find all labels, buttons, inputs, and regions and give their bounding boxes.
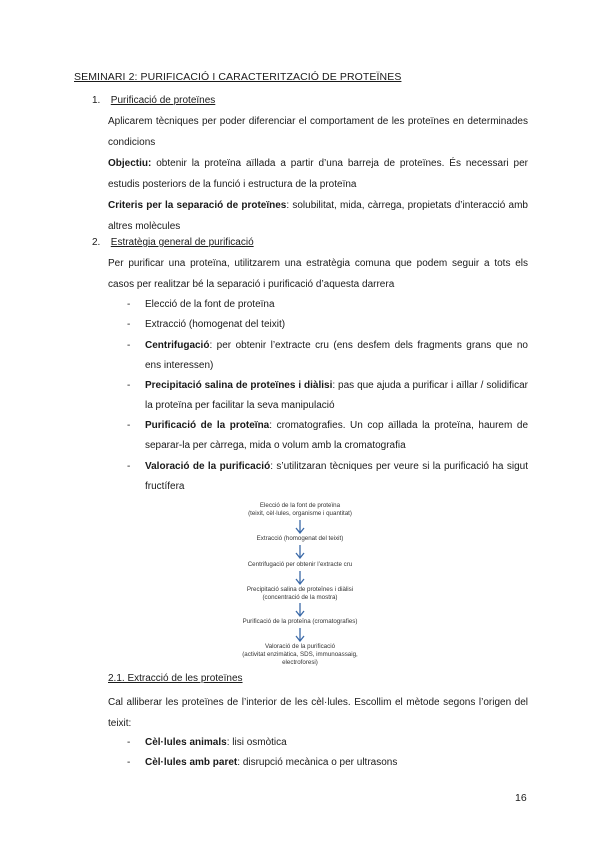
bullet-dash: - (127, 461, 131, 472)
flow-step-text: Elecció de la font de proteïna (259, 502, 341, 509)
bullet-dash: - (127, 299, 131, 310)
bullet-dash: - (127, 420, 131, 431)
section-1-intro: Aplicarem tècniques per poder diferenciar el comportament de les proteïnes en determinades condicions (108, 116, 528, 148)
flow-step-text: Centrifugació per obtenir l’extracte cru (247, 561, 353, 568)
subsection-2-1-heading: 2.1. Extracció de les proteïnes (108, 673, 243, 684)
bullet-dash: - (127, 737, 131, 748)
flow-step (230, 535, 370, 543)
section-1-label: Purificació de proteïnes (110, 95, 216, 106)
bullet-text: : per obtenir l’extracte cru (ens desfem dels fragments grans que no ens interessen) (145, 340, 528, 371)
bullet-bold: Centrifugació (145, 340, 210, 351)
subsection-2-1-intro: Cal alliberar les proteïnes de l’interior de les cèl·lules. Escollim el mètode segons l’origen del teixit: (108, 697, 528, 729)
flow-step (230, 586, 370, 602)
bullet-text: : s’utilitzaran tècniques per veure si la purificació ha sigut fructífera (145, 461, 528, 492)
objectiu-text: obtenir la proteïna aïllada a partir d’una barreja de proteïnes. És necessari per estudis posteriors de la funció i estructura de la proteïna (108, 158, 528, 190)
arrow-down-icon (294, 545, 306, 559)
section-1-objectiu (108, 153, 528, 195)
bullet-text: : lisi osmòtica (226, 737, 287, 748)
bullet-text: : disrupció mecànica o per ultrasons (237, 757, 398, 768)
arrow-down-icon (294, 603, 306, 617)
bullet-text: : cromatografies. Un cop aïllada la proteïna, haurem de separar-la per càrrega, mida o volum amb la cromatografia (145, 420, 529, 451)
flow-step-subtext: (activitat enzimàtica, SDS, immunoassaig, electroforesi) (242, 651, 358, 666)
section-2-heading (92, 237, 254, 248)
section-2-intro: Per purificar una proteïna, utilitzarem una estratègia comuna que podem seguir a tots els casos per realitzar bé la separació i purificació d’aquesta darrera (108, 258, 528, 290)
purification-flow-diagram (230, 502, 370, 666)
bullet-bold: Purificació de la proteïna (145, 420, 270, 431)
section-2-label: Estratègia general de purificació (110, 237, 254, 248)
section-1-criteris (108, 195, 528, 237)
bullet-dash: - (127, 340, 131, 351)
bullet-bold: Valoració de la purificació (145, 461, 271, 472)
flow-step-text: Precipitació salina de proteïnes i diàlisi (246, 586, 354, 593)
arrow-down-icon (294, 628, 306, 642)
criteris-label: Criteris per la separació de proteïnes (108, 200, 287, 211)
flow-step (230, 643, 370, 667)
bullet-text: Elecció de la font de proteïna (145, 299, 275, 310)
flow-step-text: Extracció (homogenat del teixit) (256, 535, 344, 542)
section-1-number: 1. (92, 95, 101, 106)
bullet-text: Extracció (homogenat del teixit) (145, 319, 286, 330)
section-2-number: 2. (92, 237, 101, 248)
bullet-bold: Cèl·lules amb paret (145, 757, 238, 768)
flow-step-text: Purificació de la proteïna (cromatografies) (242, 618, 358, 625)
bullet-text: : pas que ajuda a purificar i aïllar / solidificar la proteïna per facilitar la seva manipulació (145, 380, 529, 411)
page-title: SEMINARI 2: PURIFICACIÓ I CARACTERITZACIÓ DE PROTEÏNES (74, 71, 402, 83)
flow-step (230, 561, 370, 569)
bullet-dash: - (127, 319, 131, 330)
bullet-bold: Cèl·lules animals (145, 737, 227, 748)
arrow-down-icon (294, 520, 306, 534)
flow-step (230, 502, 370, 518)
bullet-bold: Precipitació salina de proteïnes i diàlisi (145, 380, 333, 391)
bullet-dash: - (127, 757, 131, 768)
arrow-down-icon (294, 571, 306, 585)
section-1-heading (92, 95, 215, 106)
bullet-dash: - (127, 380, 131, 391)
objectiu-label: Objectiu: (108, 158, 152, 169)
criteris-text: : solubilitat, mida, càrrega, propietats d’interacció amb altres molècules (108, 200, 528, 232)
flow-step-subtext: (teixit, cèl·lules, organisme i quantitat) (248, 510, 352, 517)
flow-step-subtext: (concentració de la mostra) (262, 594, 338, 601)
flow-step-text: Valoració de la purificació (264, 643, 336, 650)
page-number: 16 (515, 792, 527, 804)
flow-step (230, 618, 370, 626)
